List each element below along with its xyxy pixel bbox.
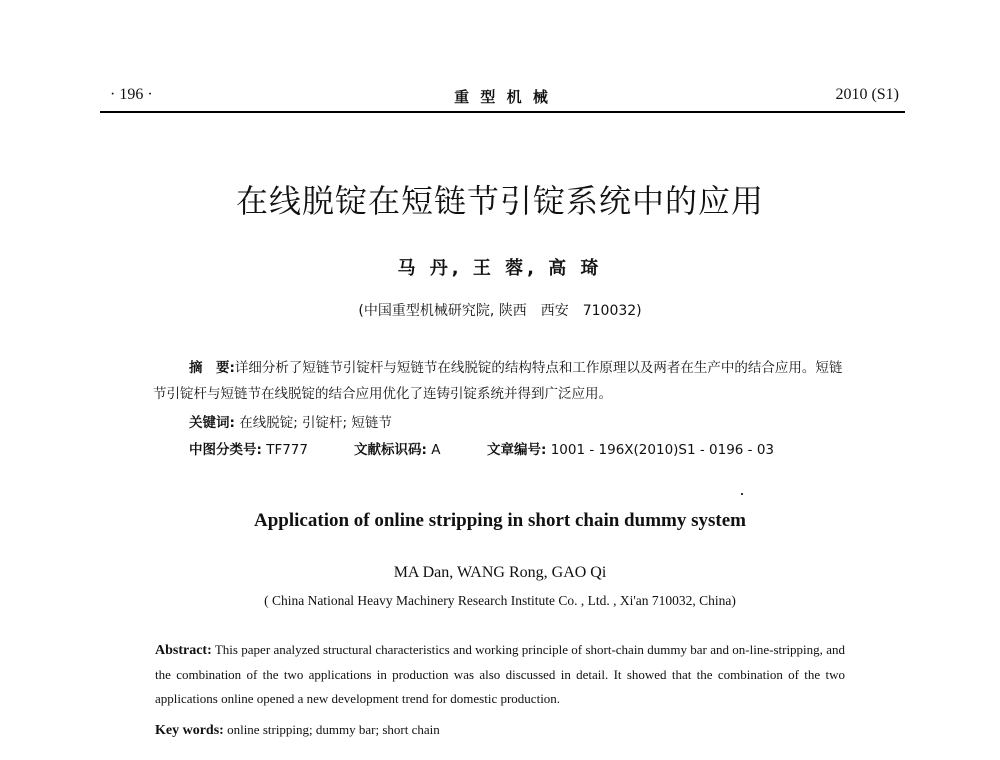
affiliation-cn: (中国重型机械研究院, 陕西 西安 710032)	[358, 303, 642, 319]
abstract-cn	[153, 355, 843, 407]
scan-speck	[741, 493, 743, 495]
paper-title-en: Application of online stripping in short chain dummy system	[254, 510, 746, 531]
paper-title-cn: 在线脱锭在短链节引锭系统中的应用	[235, 182, 764, 220]
abstract-cn-label: 摘 要:	[189, 360, 235, 376]
page-number: · 196 ·	[110, 86, 153, 103]
keywords-en-label: Key words:	[155, 723, 224, 738]
doc-code-value: A	[431, 442, 441, 458]
authors-cn: 马 丹, 王 蓉, 高 琦	[397, 258, 603, 279]
authors-en: MA Dan, WANG Rong, GAO Qi	[393, 564, 607, 581]
keywords-cn-text: 在线脱锭; 引锭杆; 短链节	[239, 415, 392, 431]
abstract-cn-text: 详细分析了短链节引锭杆与短链节在线脱锭的结构特点和工作原理以及两者在生产中的结合应用。短链节引锭杆与短链节在线脱锭的结合应用优化了连铸引锭系统并得到广泛应用。	[153, 360, 843, 402]
header-rule	[100, 111, 905, 113]
keywords-en	[155, 722, 845, 739]
journal-name: 重 型 机 械	[454, 88, 551, 106]
year-issue: 2010 (S1)	[835, 86, 899, 103]
abstract-en-text: This paper analyzed structural characteristics and working principle of short-chain dummy bar and on-line-stripping, and the combination of the two applications in production was also discussed in detail. It showed that the combination of the two applications online opened a new development trend for domestic production.	[155, 642, 846, 706]
affiliation-en: ( China National Heavy Machinery Research Institute Co. , Ltd. , Xi'an 710032, China)	[264, 593, 736, 608]
keywords-cn-label: 关键词:	[189, 415, 235, 431]
classification-line	[189, 438, 869, 458]
keywords-en-text: online stripping; dummy bar; short chain	[227, 722, 440, 737]
article-no-label: 文章编号:	[487, 442, 547, 458]
article-no-value: 1001 - 196X(2010)S1 - 0196 - 03	[550, 442, 775, 458]
keywords-cn	[189, 411, 849, 431]
abstract-en-label: Abstract:	[155, 643, 212, 658]
running-header	[100, 86, 905, 108]
clc-label: 中图分类号:	[189, 442, 262, 458]
clc-value: TF777	[266, 442, 308, 458]
doc-code-label: 文献标识码:	[354, 442, 427, 458]
abstract-en	[155, 638, 845, 711]
